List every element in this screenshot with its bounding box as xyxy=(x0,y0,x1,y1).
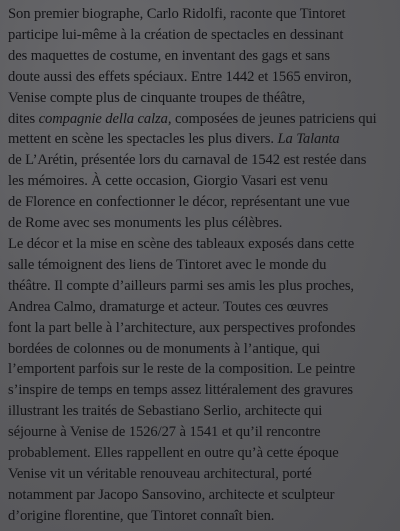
text-line: Venise compte plus de cinquante troupes de théâtre, xyxy=(8,89,306,106)
text-line: salle témoignent des liens de Tintoret avec le monde du xyxy=(8,256,327,273)
text-fragment: mettent en scène les spectacles les plus divers. xyxy=(8,131,278,148)
text-line: Le décor et la mise en scène des tableaux exposés dans cette xyxy=(8,235,355,252)
text-line: d’origine florentine, que Tintoret connaît bien. xyxy=(8,507,275,524)
text-line: bordées de colonnes ou de monuments à l’antique, qui xyxy=(8,340,321,357)
text-line: Son premier biographe, Carlo Ridolfi, raconte que Tintoret xyxy=(8,6,346,22)
text-line: l’emportent parfois sur le reste de la composition. Le peintre xyxy=(8,361,356,378)
text-line: participe lui-même à la création de spectacles en dessinant xyxy=(8,26,344,43)
text-line: probablement. Elles rappellent en outre qu’à cette époque xyxy=(8,445,339,462)
text-line: doute aussi des effets spéciaux. Entre 1442 et 1565 environ, xyxy=(8,68,352,85)
text-fragment: , composées de jeunes patriciens qui xyxy=(167,110,377,127)
text-line: séjourne à Venise de 1526/27 à 1541 et qu’il rencontre xyxy=(8,424,321,441)
text-fragment: dites xyxy=(8,110,39,127)
text-line: de Florence en confectionner le décor, représentant une vue xyxy=(8,194,350,211)
text-line: de L’Arétin, présentée lors du carnaval de 1542 est restée dans xyxy=(8,152,367,169)
italic-title: La Talanta xyxy=(277,131,340,148)
text-line: de Rome avec ses monuments les plus célèbres. xyxy=(8,215,283,232)
text-line: théâtre. Il compte d’ailleurs parmi ses amis les plus proches, xyxy=(8,277,354,294)
italic-term: compagnie della calza xyxy=(38,110,168,127)
text-line: font la part belle à l’architecture, aux perspectives profondes xyxy=(8,319,356,336)
text-line xyxy=(8,109,398,130)
text-line: Venise vit un véritable renouveau architectural, porté xyxy=(8,465,312,482)
text-line: illustrant les traités de Sebastiano Serlio, architecte qui xyxy=(8,403,323,420)
body-text xyxy=(8,4,398,527)
text-line: les mémoires. À cette occasion, Giorgio Vasari est venu xyxy=(8,173,328,190)
text-line xyxy=(8,129,398,150)
text-line: notamment par Jacopo Sansovino, architecte et sculpteur xyxy=(8,486,335,503)
text-line: des maquettes de costume, en inventant des gags et sans xyxy=(8,47,330,64)
text-line: s’inspire de temps en temps assez littéralement des gravures xyxy=(8,382,353,399)
text-line: Andrea Calmo, dramaturge et acteur. Toutes ces œuvres xyxy=(8,298,329,315)
